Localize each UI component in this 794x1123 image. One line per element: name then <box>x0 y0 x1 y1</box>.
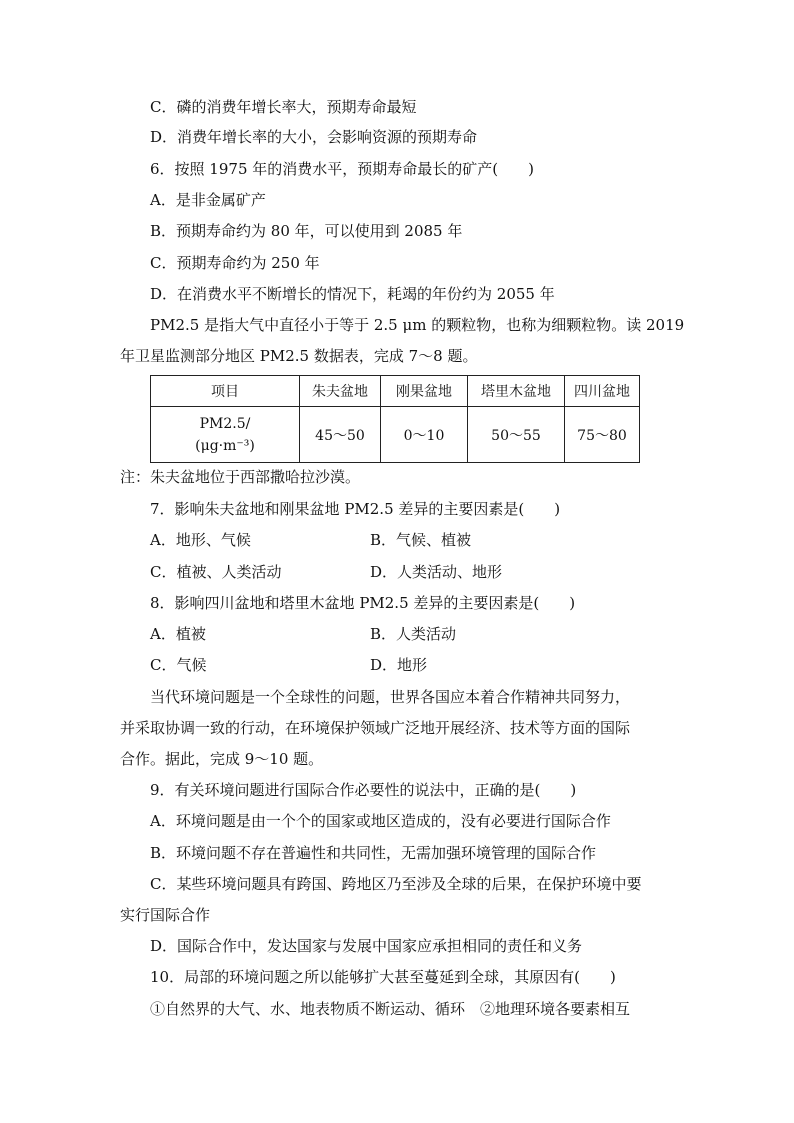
question-6: 6．按照 1975 年的消费水平，预期寿命最长的矿产( ) <box>150 160 534 178</box>
cooperation-para-line-3: 合作。据此，完成 9～10 题。 <box>120 750 324 768</box>
question-9-option-d: D．国际合作中，发达国家与发展中国家应承担相同的责任和义务 <box>150 937 583 955</box>
table-header-zhufu: 朱夫盆地 <box>300 376 381 407</box>
question-6-option-d: D．在消费水平不断增长的情况下，耗竭的年份约为 2055 年 <box>150 285 555 303</box>
option-c-line: C．磷的消费年增长率大，预期寿命最短 <box>150 98 417 116</box>
value-tarim: 50～55 <box>468 407 565 463</box>
value-zhufu: 45～50 <box>300 407 381 463</box>
question-10-statements: ①自然界的大气、水、地表物质不断运动、循环 ②地理环境各要素相互 <box>150 1000 631 1018</box>
row-label-cell <box>151 407 300 463</box>
table-header-item: 项目 <box>151 376 300 407</box>
question-9-option-c-line-2: 实行国际合作 <box>120 906 211 924</box>
table-header-row <box>151 376 640 407</box>
option-d-line: D．消费年增长率的大小，会影响资源的预期寿命 <box>150 128 478 146</box>
question-8-option-c: C．气候 <box>150 656 207 674</box>
table-header-congo: 刚果盆地 <box>381 376 468 407</box>
table-note: 注：朱夫盆地位于西部撒哈拉沙漠。 <box>120 468 361 486</box>
question-7: 7．影响朱夫盆地和刚果盆地 PM2.5 差异的主要因素是( ) <box>150 500 561 518</box>
question-7-option-c: C．植被、人类活动 <box>150 563 282 581</box>
cooperation-para-line-2: 并采取协调一致的行动，在环境保护领域广泛地开展经济、技术等方面的国际 <box>120 719 631 737</box>
row-label-unit: (μg·m⁻³) <box>195 437 255 454</box>
question-6-option-b: B．预期寿命约为 80 年，可以使用到 2085 年 <box>150 222 463 240</box>
question-9: 9．有关环境问题进行国际合作必要性的说法中，正确的是( ) <box>150 781 577 799</box>
value-congo: 0～10 <box>381 407 468 463</box>
question-9-option-a: A．环境问题是由一个个的国家或地区造成的，没有必要进行国际合作 <box>150 812 611 830</box>
value-sichuan: 75～80 <box>565 407 640 463</box>
table-header-sichuan: 四川盆地 <box>565 376 640 407</box>
question-9-option-b: B．环境问题不存在普遍性和共同性，无需加强环境管理的国际合作 <box>150 844 597 862</box>
question-8-option-d: D．地形 <box>370 656 428 674</box>
pm25-data-table <box>150 375 640 463</box>
question-10: 10．局部的环境问题之所以能够扩大甚至蔓延到全球，其原因有( ) <box>150 968 616 986</box>
question-8: 8．影响四川盆地和塔里木盆地 PM2.5 差异的主要因素是( ) <box>150 594 576 612</box>
table-header-tarim: 塔里木盆地 <box>468 376 565 407</box>
row-label-pm25: PM2.5/ <box>199 415 251 432</box>
pm25-intro-line-2: 年卫星监测部分地区 PM2.5 数据表，完成 7～8 题。 <box>120 347 478 365</box>
question-7-option-d: D．人类活动、地形 <box>370 563 503 581</box>
question-8-option-b: B．人类活动 <box>370 625 457 643</box>
cooperation-para-line-1: 当代环境问题是一个全球性的问题，世界各国应本着合作精神共同努力， <box>150 688 631 706</box>
question-9-option-c-line-1: C．某些环境问题具有跨国、跨地区乃至涉及全球的后果，在保护环境中要 <box>150 875 642 893</box>
question-7-option-b: B．气候、植被 <box>370 531 472 549</box>
question-6-option-a: A．是非金属矿产 <box>150 191 266 209</box>
question-8-option-a: A．植被 <box>150 625 206 643</box>
table-row <box>151 407 640 463</box>
question-7-option-a: A．地形、气候 <box>150 531 251 549</box>
question-6-option-c: C．预期寿命约为 250 年 <box>150 254 320 272</box>
pm25-intro-line-1: PM2.5 是指大气中直径小于等于 2.5 μm 的颗粒物，也称为细颗粒物。读 2019 <box>150 316 685 334</box>
